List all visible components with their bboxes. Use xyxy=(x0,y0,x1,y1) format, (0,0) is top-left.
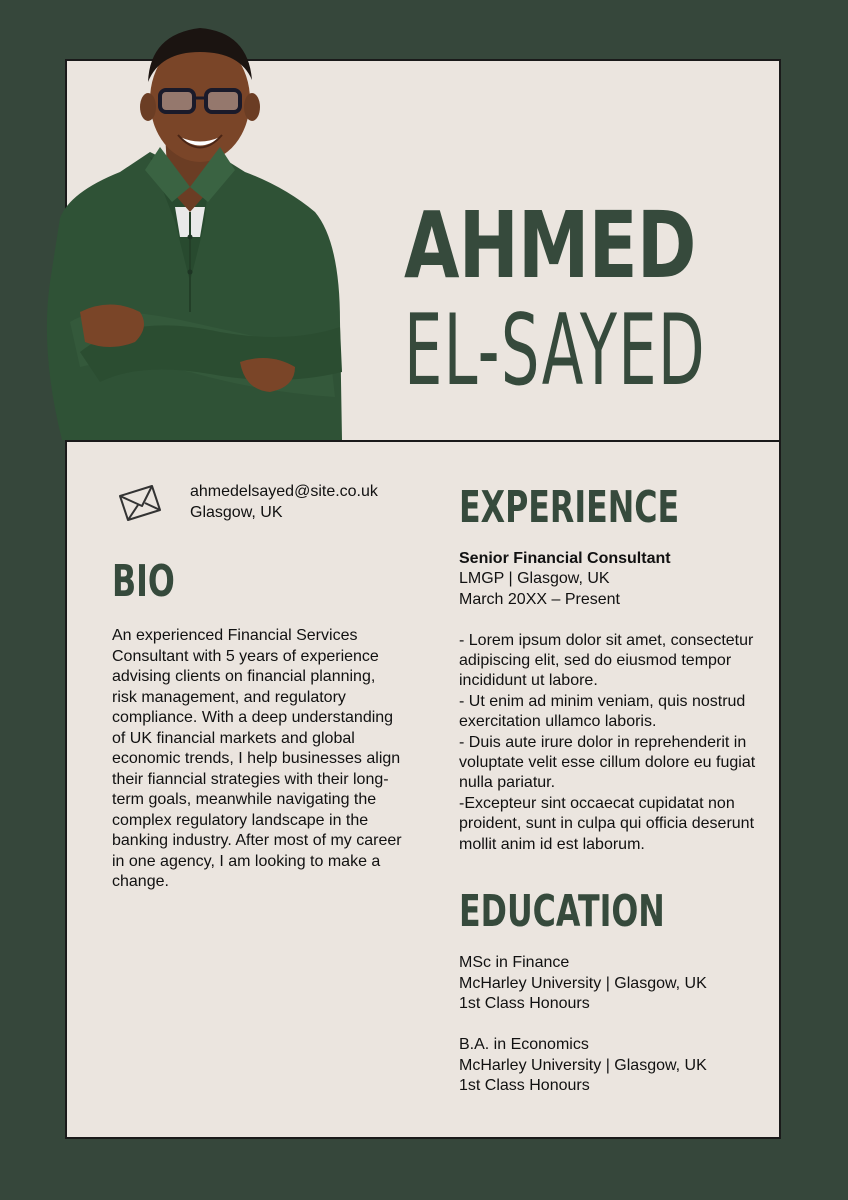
header-divider xyxy=(65,440,781,442)
job-bullet: - Ut enim ad minim veniam, quis nostrud exercitation ullamco laboris. xyxy=(459,692,746,731)
bio-heading: BIO xyxy=(112,556,175,607)
honours: 1st Class Honours xyxy=(459,995,590,1012)
degree: B.A. in Economics xyxy=(459,1036,589,1053)
contact-location: Glasgow, UK xyxy=(190,504,283,521)
profile-photo xyxy=(40,22,346,440)
job-title: Senior Financial Consultant xyxy=(459,550,671,567)
school: McHarley University | Glasgow, UK xyxy=(459,1056,707,1074)
job-bullets xyxy=(459,631,759,855)
name-first: AHMED xyxy=(404,192,696,299)
school: McHarley University | Glasgow, UK xyxy=(459,974,707,992)
contact-details xyxy=(190,481,378,523)
job-company: LMGP | Glasgow, UK xyxy=(459,570,610,588)
bio-text: An experienced Financial Services Consultant with 5 years of experience advising clients on financial planning, risk management, and regulatory compliance. With a deep understanding of UK financial markets and global economic trends, I help businesses align their fianncial strategies with their long-term goals, meanwhile navigating the complex regulatory landscape in the banking industry. After most of my career in one agency, I am looking to make a change. xyxy=(112,627,402,890)
job-bullet: - Lorem ipsum dolor sit amet, consectetur adipiscing elit, sed do eiusmod tempor incididunt ut labore. xyxy=(459,631,754,690)
experience-heading: EXPERIENCE xyxy=(459,482,680,533)
degree: MSc in Finance xyxy=(459,954,570,971)
job-bullet: - Duis aute irure dolor in reprehenderit in voluptate velit esse cillum dolore eu fugiat nulla pariatur. xyxy=(459,733,756,792)
contact-email[interactable]: ahmedelsayed@site.co.uk xyxy=(190,483,378,500)
honours: 1st Class Honours xyxy=(459,1077,590,1094)
education-heading: EDUCATION xyxy=(459,886,665,937)
education-list xyxy=(459,953,759,1097)
job-dates: March 20XX – Present xyxy=(459,590,620,608)
job-bullet: -Excepteur sint occaecat cupidatat non proident, sunt in culpa qui officia deserunt mollit anim id est laborum. xyxy=(459,794,755,853)
education-entry xyxy=(459,1035,759,1097)
name-last: EL-SAYED xyxy=(404,294,706,408)
education-entry xyxy=(459,953,759,1015)
experience-entry xyxy=(459,549,759,855)
envelope-icon xyxy=(116,482,164,527)
